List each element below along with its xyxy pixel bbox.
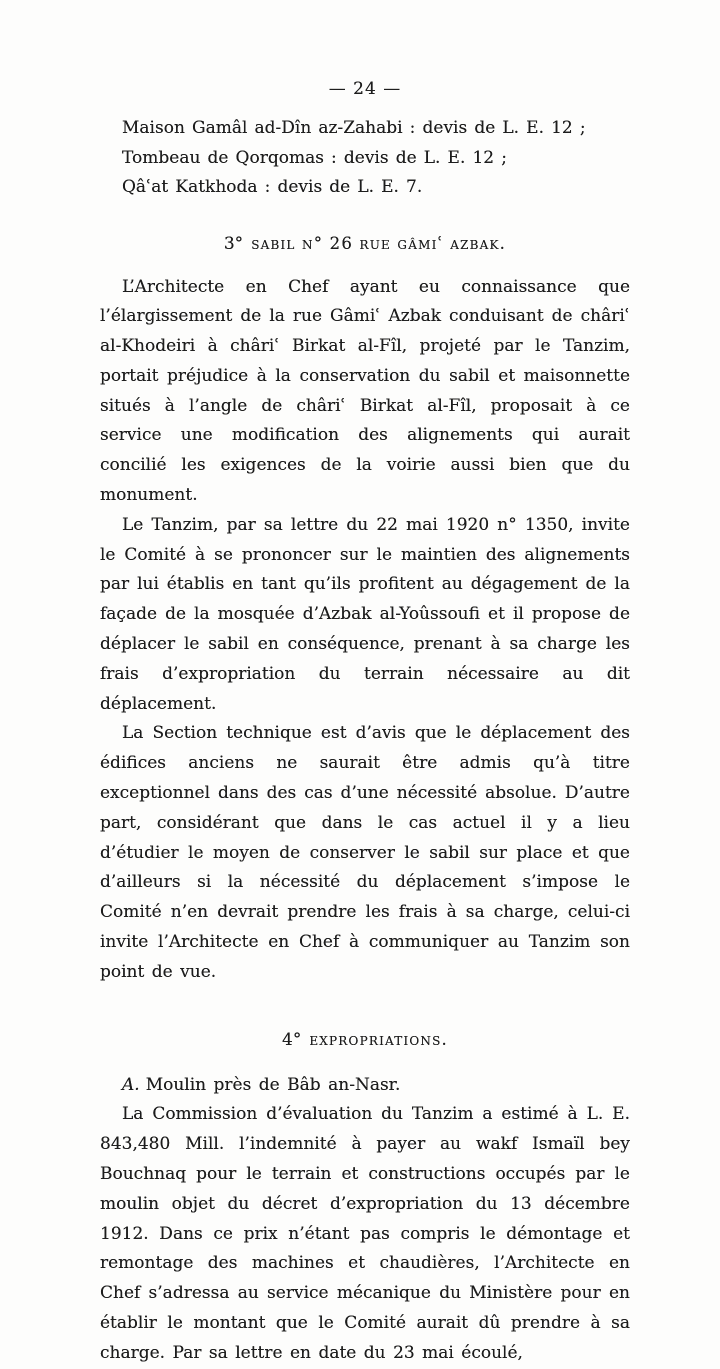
- devis-list: [100, 114, 630, 203]
- page-number: — 24 —: [328, 79, 402, 99]
- subsection-a-heading: [100, 1071, 630, 1101]
- list-item: Tombeau de Qorqomas : devis de L. E. 12 ;: [122, 147, 507, 168]
- section-4-heading-number: 4°: [282, 1029, 302, 1050]
- paragraph: La Commission d’évaluation du Tanzim a estimé à L. E. 843,480 Mill. l’indemnité à payer au wakf Ismaïl bey Bouchnaq pour le terrain et constructions occupés par le moulin objet du décret d’expropriation du 13 décembre 1912. Dans ce prix n’étant pas compris le démontage et remontage des machines et chaudières, l’Architecte en Chef s’adressa au service mécanique du Ministère pour en établir le montant que le Comité aurait dû prendre à sa charge. Par sa lettre en date du 23 mai écoulé,: [100, 1104, 630, 1363]
- section-4-heading-label: expropriations.: [309, 1029, 448, 1049]
- list-item: Maison Gamâl ad-Dîn az-Zahabi : devis de L. E. 12 ;: [122, 118, 586, 138]
- section-4-heading: [100, 1030, 630, 1050]
- paragraph: Le Tanzim, par sa lettre du 22 mai 1920 n° 1350, invite le Comité à se prononcer sur le maintien des alignements par lui établis en tant qu’ils profitent au dégagement de la façade de la mosquée d’Azbak al-Yoûssoufi et il propose de déplacer le sabil en conséquence, prenant à sa charge les frais d’expropriation du terrain nécessaire au dit déplacement.: [100, 514, 630, 714]
- text-block: [100, 78, 630, 1369]
- section-3-heading-label: sabil n° 26 rue gâmiʿ azbak.: [251, 233, 507, 253]
- subsection-a-title: Moulin près de Bâb an-Nasr.: [145, 1074, 401, 1095]
- section-3-heading-number: 3°: [223, 233, 244, 254]
- section-3-heading: [100, 234, 630, 254]
- list-item: Qâʿat Katkhoda : devis de L. E. 7.: [122, 177, 423, 197]
- paragraph: La Section technique est d’avis que le déplacement des édifices anciens ne saurait être admis qu’à titre exceptionnel dans des cas d’une nécessité absolue. D’autre part, considérant que dans le cas actuel il y a lieu d’étudier le moyen de conserver le sabil sur place et que d’ailleurs si la nécessité du déplacement s’impose le Comité n’en devrait prendre les frais à sa charge, celui-ci invite l’Architecte en Chef à communiquer au Tanzim son point de vue.: [100, 723, 630, 982]
- paragraph: L’Architecte en Chef ayant eu connaissance que l’élargissement de la rue Gâmiʿ Azbak conduisant de châriʿ al-Khodeiri à châriʿ Birkat al-Fîl, projeté par le Tanzim, portait préjudice à la conservation du sabil et maisonnette situés à l’angle de châriʿ Birkat al-Fîl, proposait à ce service une modification des alignements qui aurait concilié les exigences de la voirie aussi bien que du monument.: [100, 276, 630, 506]
- subsection-a-letter: A.: [122, 1074, 140, 1095]
